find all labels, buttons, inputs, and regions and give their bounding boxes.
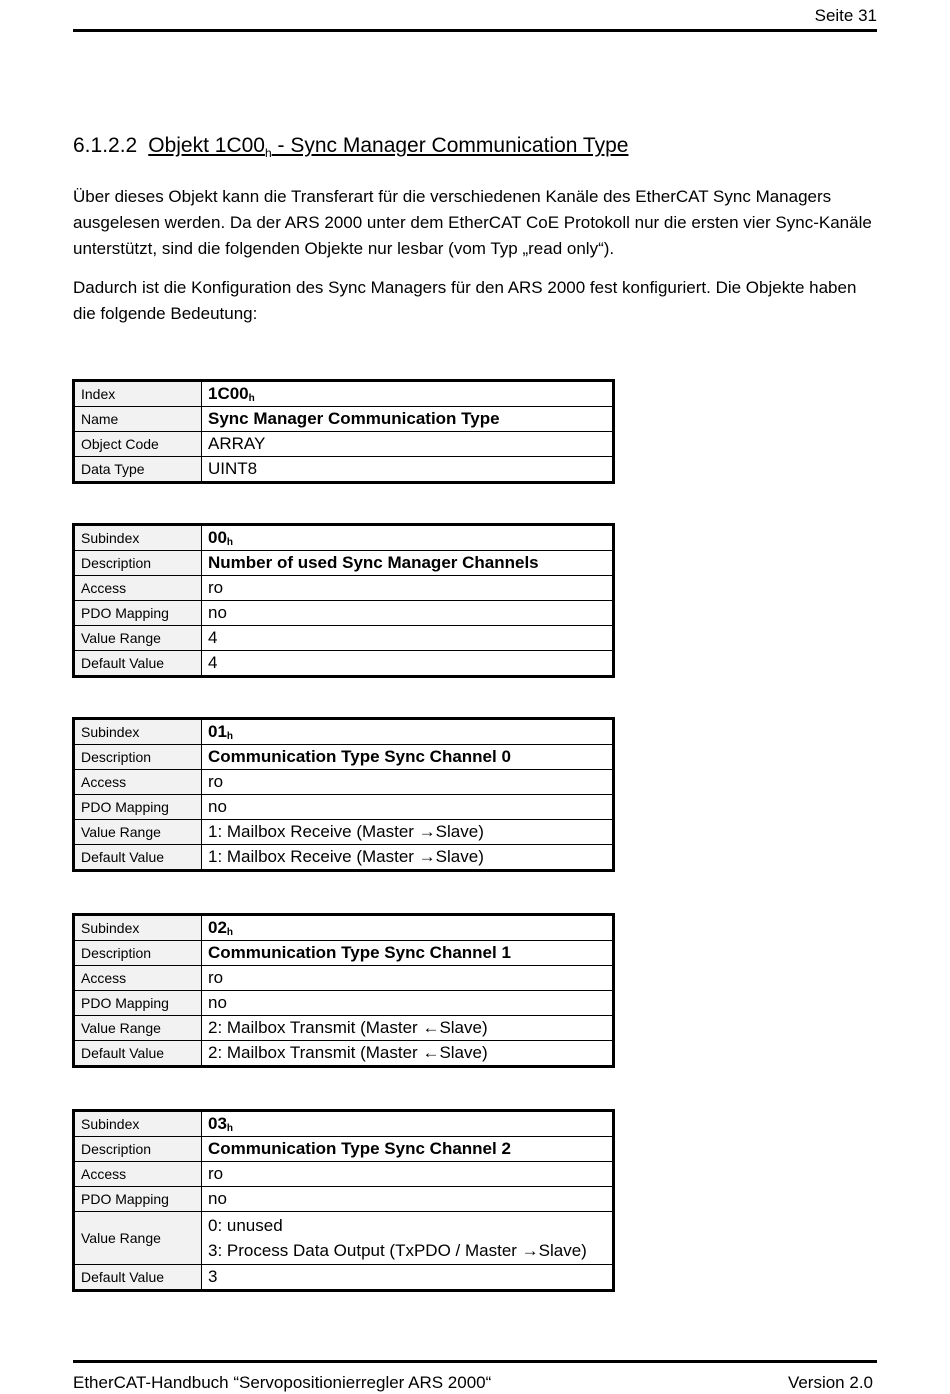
value-range-line: 3: Process Data Output (TxPDO / Master →Slave) [208,1241,587,1260]
description-label: Description [74,1137,202,1162]
value-range-value [202,1212,614,1265]
section-title [148,134,629,161]
name-value: Sync Manager Communication Type [202,407,614,432]
subindex-value-main: 02 [208,918,227,937]
default-value-label: Default Value [74,845,202,871]
value-range-value: 2: Mailbox Transmit (Master ←Slave) [202,1016,614,1041]
access-value: ro [202,576,614,601]
section-heading [73,134,628,160]
access-label: Access [74,1162,202,1187]
footer-document-title: EtherCAT-Handbuch “Servopositionierregler ARS 2000“ [73,1373,492,1392]
index-value-sub: h [248,393,255,404]
object-code-label: Object Code [74,432,202,457]
pdo-mapping-value: no [202,991,614,1016]
access-value: ro [202,966,614,991]
default-value-label: Default Value [74,1265,202,1291]
default-value-value: 1: Mailbox Receive (Master →Slave) [202,845,614,871]
default-value-label: Default Value [74,1041,202,1067]
table-row [74,432,614,457]
data-type-label: Data Type [74,457,202,483]
access-label: Access [74,576,202,601]
subindex-value [202,719,614,745]
table-row [74,941,614,966]
default-value-value: 4 [202,651,614,677]
subindex-label: Subindex [74,915,202,941]
value-range-label: Value Range [74,1212,202,1265]
subindex-value-main: 03 [208,1114,227,1133]
value-range-value: 4 [202,626,614,651]
index-label: Index [74,381,202,407]
description-value: Communication Type Sync Channel 2 [202,1137,614,1162]
page-footer [73,1360,877,1394]
default-value-value: 2: Mailbox Transmit (Master ←Slave) [202,1041,614,1067]
subindex-value-main: 00 [208,528,227,547]
page-header [73,0,877,32]
access-value: ro [202,1162,614,1187]
description-value: Communication Type Sync Channel 1 [202,941,614,966]
section-title-sub: h [264,146,272,161]
table-row [74,991,614,1016]
pdo-mapping-label: PDO Mapping [74,1187,202,1212]
default-value-value: 3 [202,1265,614,1291]
value-range-label: Value Range [74,1016,202,1041]
table-row [74,651,614,677]
access-label: Access [74,966,202,991]
pdo-mapping-value: no [202,601,614,626]
name-label: Name [74,407,202,432]
access-value: ro [202,770,614,795]
table-row [74,1041,614,1067]
section-number: 6.1.2.2 [73,134,138,157]
subindex-value-sub: h [226,537,234,548]
subindex-value-sub: h [226,1123,234,1134]
subindex-value [202,525,614,551]
section-title-suffix: - Sync Manager Communication Type [271,134,629,157]
table-row [74,966,614,991]
value-range-line: 0: unused [208,1216,283,1235]
table-row [74,1212,614,1265]
config-paragraph: Dadurch ist die Konfiguration des Sync Managers für den ARS 2000 fest konfiguriert. Die Objekte haben die folgende Bedeutung: [73,278,857,323]
subindex-table-03 [72,1109,615,1292]
description-label: Description [74,745,202,770]
table-row [74,820,614,845]
table-row [74,719,614,745]
table-row [74,601,614,626]
table-row [74,795,614,820]
default-value-label: Default Value [74,651,202,677]
table-row [74,407,614,432]
page-number: Seite 31 [814,6,877,25]
pdo-mapping-value: no [202,795,614,820]
subindex-value-sub: h [226,927,234,938]
subindex-table-00 [72,523,615,678]
table-row [74,915,614,941]
subindex-value [202,915,614,941]
table-row [74,1137,614,1162]
data-type-value: UINT8 [202,457,614,483]
description-label: Description [74,941,202,966]
description-value: Number of used Sync Manager Channels [202,551,614,576]
subindex-label: Subindex [74,719,202,745]
access-label: Access [74,770,202,795]
table-row [74,525,614,551]
table-row [74,745,614,770]
subindex-value-sub: h [226,731,234,742]
table-row [74,551,614,576]
subindex-table-02 [72,913,615,1068]
index-value [202,381,614,407]
value-range-label: Value Range [74,820,202,845]
object-table [72,379,615,484]
pdo-mapping-label: PDO Mapping [74,991,202,1016]
footer-version: Version 2.0 [787,1373,873,1392]
description-value: Communication Type Sync Channel 0 [202,745,614,770]
table-row [74,1162,614,1187]
table-row [74,845,614,871]
table-row [74,1187,614,1212]
subindex-label: Subindex [74,1111,202,1137]
table-row [74,381,614,407]
table-row [74,770,614,795]
intro-paragraph: Über dieses Objekt kann die Transferart für die verschiedenen Kanäle des EtherCAT Sync Managers ausgelesen werden. Da der ARS 2000 unter dem EtherCAT CoE Protokoll nur die ersten vier Sync-Kanäle unterstützt, sind die folgenden Objekte nur lesbar (vom Typ „read only“). [73,187,872,258]
subindex-value-main: 01 [208,722,227,741]
table-row [74,1265,614,1291]
subindex-label: Subindex [74,525,202,551]
table-row [74,1016,614,1041]
subindex-table-01 [72,717,615,872]
table-row [74,626,614,651]
pdo-mapping-value: no [202,1187,614,1212]
description-label: Description [74,551,202,576]
value-range-value: 1: Mailbox Receive (Master →Slave) [202,820,614,845]
value-range-label: Value Range [74,626,202,651]
section-title-prefix: Objekt 1C00 [148,134,265,157]
index-value-main: 1C00 [208,384,249,403]
table-row [74,457,614,483]
table-row [74,576,614,601]
object-code-value: ARRAY [202,432,614,457]
subindex-value [202,1111,614,1137]
pdo-mapping-label: PDO Mapping [74,795,202,820]
pdo-mapping-label: PDO Mapping [74,601,202,626]
table-row [74,1111,614,1137]
